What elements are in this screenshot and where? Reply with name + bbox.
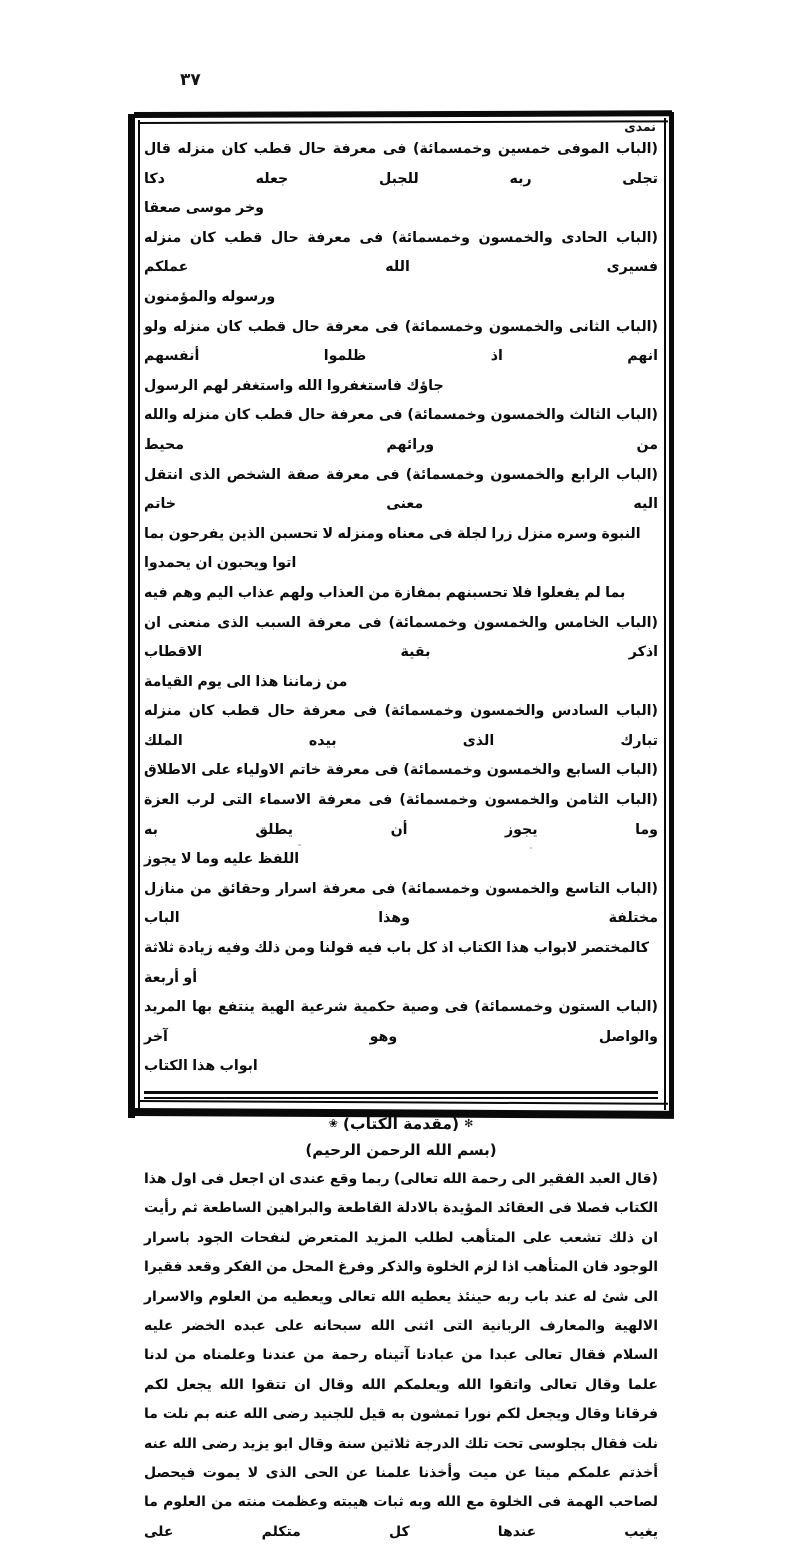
page-number: ٣٧: [180, 70, 201, 90]
asterisk-ornament-icon: ✻: [464, 1117, 474, 1130]
chapter-index-entry: [144, 993, 658, 1082]
frame-left-thin-rule: [138, 120, 140, 1112]
chapter-index-entry: [144, 313, 658, 402]
chapter-index-entry: [144, 224, 658, 313]
divider-rule-lower: [144, 1097, 658, 1099]
chapter-entry-tail-2: بما لم يفعلوا فلا تحسبنهم بمفازة من العذاب ولهم عذاب اليم وهم فيه: [144, 584, 626, 601]
chapter-index-entry: [144, 461, 658, 609]
catchword: نمدى: [624, 119, 656, 134]
chapter-entry-main: (الباب الثانى والخمسون وخمسمائة) فى معرفة حال قطب كان منزله ولو انهم اذ ظلموا أنفسهم: [144, 318, 658, 365]
chapter-index-entry: [144, 401, 658, 460]
chapter-index-entry: [144, 786, 658, 875]
chapter-entry-tail: ابواب هذا الكتاب: [144, 1058, 258, 1075]
section-heading: [144, 1111, 658, 1137]
chapter-entry-main: (الباب الخامس والخمسون وخمسمائة) فى معرفة السبب الذى منعنى ان اذكر بقية الاقطاب: [144, 614, 658, 661]
chapter-entry-main: (الباب السادس والخمسون وخمسمائة) فى معرفة حال قطب كان منزله تبارك الذى بيده الملك: [144, 703, 658, 749]
chapter-entry-main: (الباب السابع والخمسون وخمسمائة) فى معرفة خاتم الاولياء على الاطلاق: [144, 762, 658, 779]
chapter-index-entry: [144, 756, 658, 786]
chapter-entry-main: (الباب الثامن والخمسون وخمسمائة) فى معرفة الاسماء التى لرب العزة وما يجوز أن يطلق به: [144, 792, 658, 838]
frame-right-thick-rule: [669, 112, 674, 1114]
basmala: (بسم الله الرحمن الرحيم): [305, 1141, 497, 1159]
chapter-entry-tail: النبوة وسره منزل زرا لجلة فى معناه ومنزله لا تحسبن الذين يفرحون بما اتوا ويحبون ان يحمدوا: [144, 525, 641, 572]
chapter-index-entry: [144, 609, 658, 698]
chapter-entry-main: (الباب الثالث والخمسون وخمسمائة) فى معرفة حال قطب كان منزله والله من ورائهم محيط: [144, 407, 658, 453]
chapter-entry-tail: كالمختصر لابواب هذا الكتاب اذ كل باب فيه قولنا ومن ذلك وفيه زيادة ثلاثة أو أربعة: [144, 940, 650, 986]
flower-ornament-icon: ❀: [328, 1117, 338, 1130]
body-prose: [144, 1165, 658, 1547]
chapter-entry-tail: وخر موسى صعقا: [144, 200, 264, 217]
chapter-entry-tail: من زماننا هذا الى يوم القيامة: [144, 673, 348, 690]
chapter-entry-main: (الباب الموفى خمسين وخمسمائة) فى معرفة حال قطب كان منزله قال تجلى ربه للجبل جعله دكا: [144, 141, 658, 187]
section-heading-text: (مقدمة الكتاب): [342, 1115, 460, 1133]
chapter-index-entry: [144, 875, 658, 993]
chapter-index-list: [144, 135, 658, 1082]
section-divider: [144, 1089, 658, 1105]
chapter-entry-tail: اللفظ عليه وما لا يجوز: [144, 851, 300, 868]
chapter-entry-main: (الباب الستون وخمسمائة) فى وصية حكمية شرعية الهية ينتفع بها المريد والواصل وهو آخر: [144, 999, 658, 1045]
divider-rule-upper: [144, 1091, 658, 1094]
chapter-entry-main: (الباب الحادى والخمسون وخمسمائة) فى معرفة حال قطب كان منزله فسيرى الله عملكم: [144, 229, 658, 276]
page-frame: [128, 112, 676, 1540]
text-column: [144, 116, 658, 1540]
frame-right-thin-rule: [664, 118, 666, 1110]
chapter-index-entry: [144, 697, 658, 756]
chapter-entry-tail: ورسوله والمؤمنون: [144, 288, 276, 305]
body-paragraph: (قال العبد الفقير الى رحمة الله تعالى) ربما وقع عندى ان اجعل فى اول هذا الكتاب فصلا فى العقائد المؤيدة بالادلة القاطعة والبراهين الساطعة ثم رأيت ان ذلك تشعب على المتأهب لطلب المزيد المتعرض لنفحات الجود باسرار الوجود فان المتأهب اذا لزم الخلوة والذكر وفرغ المحل من الفكر وقعد فقيرا الى شئ له عند باب ربه حينئذ يعطيه الله تعالى ويعطيه من العلوم والاسرار الالهية والمعارف الربانية التى اثنى الله سبحانه على عبده الخضر عليه السلام فقال تعالى عبدا من عبادنا آتيناه رحمة من عندنا وعلمناه من لدنا علما وقال تعالى واتقوا الله ويعلمكم الله وقال ان تتقوا الله يجعل لكم فرقانا وقال ويجعل لكم نورا تمشون به قيل للجنيد رضى الله عنه بم نلت ما نلت فقال بجلوسى تحت تلك الدرجة ثلاثين سنة وقال ابو يزيد رضى الله عنه أخذتم علمكم ميتا عن ميت وأخذنا علمنا عن الحى الذى لا يموت فيحصل لصاحب الهمة فى الخلوة مع الله وبه ثبات هيبته وعظمت منته من العلوم ما يغيب عندها كل متكلم على: [144, 1171, 658, 1540]
chapter-entry-main: (الباب الرابع والخمسون وخمسمائة) فى معرفة صفة الشخص الذى انتقل اليه معنى خاتم: [144, 466, 658, 513]
chapter-index-entry: [144, 135, 658, 224]
chapter-entry-main: (الباب التاسع والخمسون وخمسمائة) فى معرفة اسرار وحقائق من منازل مختلفة وهذا الباب: [144, 880, 658, 927]
frame-left-thick-rule: [128, 114, 135, 1118]
chapter-entry-tail: جاؤك فاستغفروا الله واستغفر لهم الرسول: [144, 377, 444, 394]
